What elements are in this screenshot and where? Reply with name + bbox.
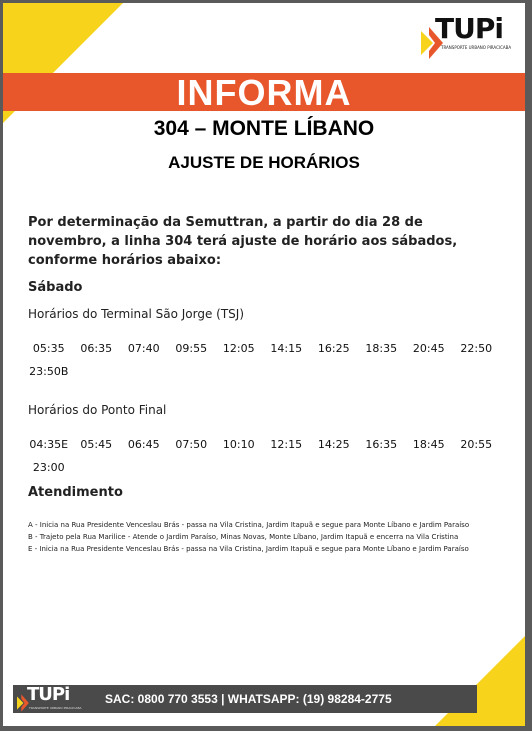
schedule-day: Sábado: [28, 280, 83, 295]
departure-time: 22:50: [460, 342, 493, 355]
tupi-logo: [421, 13, 513, 61]
section-heading-ponto-final: Horários do Ponto Final: [28, 403, 167, 417]
departure-time: 04:35E: [29, 438, 69, 451]
logo-tagline: TRANSPORTE URBANO PIRACICABA: [441, 45, 512, 50]
atendimento-heading: Atendimento: [28, 485, 123, 500]
departure-time: 07:50: [175, 438, 208, 451]
departure-time: 12:05: [222, 342, 255, 355]
notice-subtitle: AJUSTE DE HORÁRIOS: [168, 153, 360, 172]
times-terminal: [25, 337, 505, 383]
departure-time: 06:35: [80, 342, 113, 355]
notice-page: [3, 3, 525, 726]
contact-info: SAC: 0800 770 3553 | WHATSAPP: (19) 98284-2775: [105, 692, 392, 706]
departure-time: 18:35: [365, 342, 398, 355]
departure-time: 05:45: [80, 438, 113, 451]
logo-wordmark: TUPi: [435, 12, 503, 45]
note-b: B - Trajeto pela Rua Marilice - Atende o Jardim Paraíso, Minas Novas, Monte Líbano, Jardim Itapuã e encerra na Vila Cristina: [28, 533, 459, 541]
departure-time: 16:35: [365, 438, 398, 451]
departure-time: 06:45: [127, 438, 160, 451]
departure-time: 23:00: [32, 461, 65, 474]
departure-time: 05:35: [32, 342, 65, 355]
notice-text: Por determinação da Semuttran, a partir do dia 28 de novembro, a linha 304 terá ajuste de horário aos sábados, conforme horários abaixo:: [28, 215, 458, 268]
footer-logo-tagline: TRANSPORTE URBANO PIRACICABA: [29, 706, 82, 710]
departure-time: 12:15: [270, 438, 303, 451]
times-ponto-final: [25, 433, 505, 479]
departure-time: 14:25: [317, 438, 350, 451]
departure-time: 10:10: [222, 438, 255, 451]
footer-logo: [17, 686, 97, 712]
departure-time: 18:45: [412, 438, 445, 451]
departure-time: 23:50B: [29, 365, 69, 378]
departure-time: 09:55: [175, 342, 208, 355]
departure-time: 07:40: [127, 342, 160, 355]
note-e: E - Inicia na Rua Presidente Venceslau Brás - passa na Vila Cristina, Jardim Itapuã e segue para Monte Líbano e Jardim Paraíso: [28, 545, 469, 553]
departure-time: 14:15: [270, 342, 303, 355]
atendimento-notes: [28, 519, 523, 555]
footer-bar: [13, 685, 477, 713]
section-heading-terminal: Horários do Terminal São Jorge (TSJ): [28, 307, 245, 321]
line-title: 304 – MONTE LÍBANO: [153, 117, 375, 140]
departure-time: 20:55: [460, 438, 493, 451]
footer-logo-wordmark: TUPi: [27, 684, 70, 705]
departure-time: 16:25: [317, 342, 350, 355]
note-a: A - Inicia na Rua Presidente Venceslau Brás - passa na Vila Cristina, Jardim Itapuã e segue para Monte Líbano e Jardim Paraíso: [28, 521, 470, 529]
informa-banner: INFORMA: [3, 73, 525, 111]
departure-time: 20:45: [412, 342, 445, 355]
